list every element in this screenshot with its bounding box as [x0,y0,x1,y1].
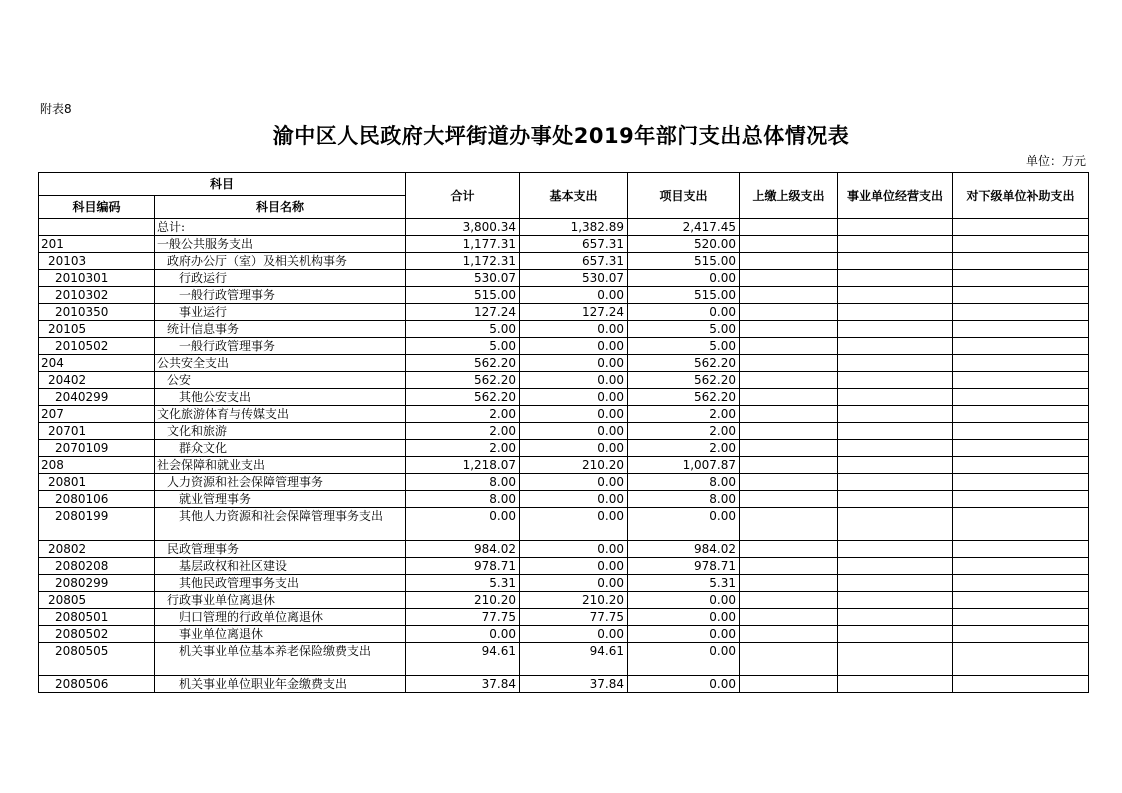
subject-name-cell: 一般行政管理事务 [155,338,406,355]
subject-code-cell: 2080299 [39,575,155,592]
business-cell [838,592,953,609]
business-cell [838,609,953,626]
table-row [39,219,1089,236]
subject-name-cell: 公安 [155,372,406,389]
subject-name-cell: 一般行政管理事务 [155,287,406,304]
subject-code-cell: 2080208 [39,558,155,575]
business-cell [838,287,953,304]
subject-name-cell: 机关事业单位基本养老保险缴费支出 [155,643,406,676]
project-cell: 0.00 [628,676,740,693]
subject-code-cell: 2080106 [39,491,155,508]
business-cell [838,389,953,406]
table-row [39,253,1089,270]
business-cell [838,558,953,575]
project-cell: 1,007.87 [628,457,740,474]
project-cell: 0.00 [628,626,740,643]
subject-name-cell: 其他人力资源和社会保障管理事务支出 [155,508,406,541]
project-cell: 984.02 [628,541,740,558]
project-cell: 2,417.45 [628,219,740,236]
business-cell [838,541,953,558]
subject-code-cell: 2080501 [39,609,155,626]
table-row [39,575,1089,592]
lower-cell [953,491,1089,508]
table-row [39,389,1089,406]
upper-cell [740,253,838,270]
table-row [39,558,1089,575]
subject-name-cell: 政府办公厅（室）及相关机构事务 [155,253,406,270]
business-cell [838,491,953,508]
lower-cell [953,219,1089,236]
table-row [39,609,1089,626]
upper-cell [740,287,838,304]
expenditure-table [38,172,1089,693]
business-cell [838,253,953,270]
business-cell [838,508,953,541]
subject-name-cell: 人力资源和社会保障管理事务 [155,474,406,491]
subject-code-cell: 20802 [39,541,155,558]
subject-code-cell: 2010301 [39,270,155,287]
table-row [39,541,1089,558]
subject-code-cell: 20801 [39,474,155,491]
subject-code-cell: 2080199 [39,508,155,541]
lower-cell [953,321,1089,338]
total-cell: 978.71 [406,558,520,575]
total-cell: 984.02 [406,541,520,558]
business-cell [838,321,953,338]
subject-name-cell: 归口管理的行政单位离退休 [155,609,406,626]
subject-name-cell: 社会保障和就业支出 [155,457,406,474]
upper-cell [740,643,838,676]
subject-code-cell: 208 [39,457,155,474]
lower-cell [953,304,1089,321]
lower-cell [953,457,1089,474]
subject-name-cell: 就业管理事务 [155,491,406,508]
attachment-label: 附表8 [40,102,72,116]
table-row [39,643,1089,676]
business-cell [838,236,953,253]
project-cell: 2.00 [628,423,740,440]
project-cell: 515.00 [628,253,740,270]
total-cell: 0.00 [406,626,520,643]
subject-name-cell: 群众文化 [155,440,406,457]
basic-cell: 0.00 [520,355,628,372]
total-cell: 5.00 [406,321,520,338]
project-cell: 0.00 [628,643,740,676]
header-code: 科目编码 [39,196,155,219]
total-cell: 127.24 [406,304,520,321]
upper-cell [740,541,838,558]
basic-cell: 0.00 [520,626,628,643]
project-cell: 8.00 [628,491,740,508]
table-row [39,592,1089,609]
basic-cell: 657.31 [520,236,628,253]
business-cell [838,219,953,236]
basic-cell: 0.00 [520,575,628,592]
project-cell: 8.00 [628,474,740,491]
subject-name-cell: 事业运行 [155,304,406,321]
total-cell: 562.20 [406,372,520,389]
project-cell: 2.00 [628,440,740,457]
basic-cell: 530.07 [520,270,628,287]
lower-cell [953,270,1089,287]
subject-name-cell: 总计: [155,219,406,236]
basic-cell: 0.00 [520,440,628,457]
table-row [39,304,1089,321]
business-cell [838,338,953,355]
header-business: 事业单位经营支出 [838,173,953,219]
project-cell: 5.00 [628,338,740,355]
upper-cell [740,457,838,474]
basic-cell: 0.00 [520,423,628,440]
basic-cell: 0.00 [520,474,628,491]
project-cell: 5.31 [628,575,740,592]
lower-cell [953,236,1089,253]
lower-cell [953,541,1089,558]
subject-code-cell: 2010350 [39,304,155,321]
project-cell: 0.00 [628,592,740,609]
business-cell [838,406,953,423]
basic-cell: 0.00 [520,321,628,338]
basic-cell: 0.00 [520,508,628,541]
table-row [39,338,1089,355]
header-basic: 基本支出 [520,173,628,219]
upper-cell [740,321,838,338]
header-name: 科目名称 [155,196,406,219]
project-cell: 2.00 [628,406,740,423]
subject-code-cell: 20105 [39,321,155,338]
table-row [39,287,1089,304]
basic-cell: 0.00 [520,491,628,508]
upper-cell [740,389,838,406]
subject-code-cell: 2040299 [39,389,155,406]
basic-cell: 37.84 [520,676,628,693]
total-cell: 5.31 [406,575,520,592]
project-cell: 515.00 [628,287,740,304]
total-cell: 94.61 [406,643,520,676]
basic-cell: 210.20 [520,592,628,609]
subject-code-cell: 2080505 [39,643,155,676]
upper-cell [740,423,838,440]
project-cell: 0.00 [628,304,740,321]
project-cell: 520.00 [628,236,740,253]
header-total: 合计 [406,173,520,219]
project-cell: 562.20 [628,372,740,389]
subject-name-cell: 文化和旅游 [155,423,406,440]
basic-cell: 0.00 [520,406,628,423]
table-row [39,236,1089,253]
header-lower: 对下级单位补助支出 [953,173,1089,219]
table-row [39,423,1089,440]
subject-name-cell: 行政事业单位离退休 [155,592,406,609]
total-cell: 1,218.07 [406,457,520,474]
subject-name-cell: 基层政权和社区建设 [155,558,406,575]
page-title: 渝中区人民政府大坪街道办事处2019年部门支出总体情况表 [272,124,850,148]
total-cell: 0.00 [406,508,520,541]
subject-code-cell: 20103 [39,253,155,270]
upper-cell [740,558,838,575]
total-cell: 2.00 [406,440,520,457]
upper-cell [740,491,838,508]
lower-cell [953,287,1089,304]
table-row [39,626,1089,643]
total-cell: 77.75 [406,609,520,626]
table-row [39,321,1089,338]
subject-code-cell: 20701 [39,423,155,440]
lower-cell [953,440,1089,457]
business-cell [838,643,953,676]
subject-code-cell: 2010502 [39,338,155,355]
total-cell: 5.00 [406,338,520,355]
lower-cell [953,643,1089,676]
lower-cell [953,609,1089,626]
table-row [39,457,1089,474]
total-cell: 515.00 [406,287,520,304]
project-cell: 0.00 [628,609,740,626]
total-cell: 210.20 [406,592,520,609]
upper-cell [740,575,838,592]
basic-cell: 0.00 [520,372,628,389]
subject-name-cell: 文化旅游体育与传媒支出 [155,406,406,423]
business-cell [838,372,953,389]
upper-cell [740,236,838,253]
lower-cell [953,626,1089,643]
subject-name-cell: 行政运行 [155,270,406,287]
header-project: 项目支出 [628,173,740,219]
upper-cell [740,474,838,491]
project-cell: 978.71 [628,558,740,575]
upper-cell [740,372,838,389]
lower-cell [953,508,1089,541]
table-row [39,372,1089,389]
upper-cell [740,304,838,321]
lower-cell [953,338,1089,355]
business-cell [838,575,953,592]
subject-name-cell: 一般公共服务支出 [155,236,406,253]
lower-cell [953,575,1089,592]
subject-name-cell: 公共安全支出 [155,355,406,372]
total-cell: 1,172.31 [406,253,520,270]
upper-cell [740,406,838,423]
upper-cell [740,440,838,457]
business-cell [838,457,953,474]
basic-cell: 210.20 [520,457,628,474]
subject-code-cell: 2070109 [39,440,155,457]
subject-name-cell: 统计信息事务 [155,321,406,338]
upper-cell [740,338,838,355]
business-cell [838,355,953,372]
total-cell: 530.07 [406,270,520,287]
lower-cell [953,355,1089,372]
business-cell [838,676,953,693]
subject-code-cell [39,219,155,236]
table-row [39,508,1089,541]
lower-cell [953,389,1089,406]
table-row [39,406,1089,423]
subject-name-cell: 民政管理事务 [155,541,406,558]
table-row [39,270,1089,287]
project-cell: 5.00 [628,321,740,338]
basic-cell: 0.00 [520,558,628,575]
upper-cell [740,355,838,372]
business-cell [838,626,953,643]
total-cell: 8.00 [406,474,520,491]
subject-name-cell: 机关事业单位职业年金缴费支出 [155,676,406,693]
table-row [39,676,1089,693]
subject-code-cell: 201 [39,236,155,253]
subject-code-cell: 20805 [39,592,155,609]
basic-cell: 127.24 [520,304,628,321]
total-cell: 37.84 [406,676,520,693]
total-cell: 3,800.34 [406,219,520,236]
basic-cell: 0.00 [520,389,628,406]
business-cell [838,270,953,287]
total-cell: 562.20 [406,355,520,372]
total-cell: 8.00 [406,491,520,508]
basic-cell: 0.00 [520,338,628,355]
subject-code-cell: 207 [39,406,155,423]
upper-cell [740,676,838,693]
basic-cell: 1,382.89 [520,219,628,236]
header-upper: 上缴上级支出 [740,173,838,219]
subject-code-cell: 20402 [39,372,155,389]
lower-cell [953,423,1089,440]
subject-code-cell: 2080506 [39,676,155,693]
subject-code-cell: 2010302 [39,287,155,304]
business-cell [838,474,953,491]
subject-name-cell: 其他公安支出 [155,389,406,406]
lower-cell [953,253,1089,270]
upper-cell [740,270,838,287]
lower-cell [953,592,1089,609]
upper-cell [740,219,838,236]
project-cell: 562.20 [628,355,740,372]
subject-code-cell: 2080502 [39,626,155,643]
upper-cell [740,592,838,609]
total-cell: 2.00 [406,423,520,440]
total-cell: 562.20 [406,389,520,406]
subject-name-cell: 事业单位离退休 [155,626,406,643]
table-row [39,440,1089,457]
header-subject: 科目 [39,173,406,196]
subject-name-cell: 其他民政管理事务支出 [155,575,406,592]
project-cell: 0.00 [628,270,740,287]
basic-cell: 0.00 [520,541,628,558]
unit-label: 单位：万元 [1025,154,1086,168]
business-cell [838,304,953,321]
table-body [39,219,1089,693]
project-cell: 562.20 [628,389,740,406]
table-row [39,355,1089,372]
total-cell: 1,177.31 [406,236,520,253]
basic-cell: 77.75 [520,609,628,626]
total-cell: 2.00 [406,406,520,423]
lower-cell [953,474,1089,491]
business-cell [838,423,953,440]
basic-cell: 0.00 [520,287,628,304]
lower-cell [953,676,1089,693]
upper-cell [740,609,838,626]
lower-cell [953,558,1089,575]
lower-cell [953,372,1089,389]
basic-cell: 94.61 [520,643,628,676]
subject-code-cell: 204 [39,355,155,372]
project-cell: 0.00 [628,508,740,541]
basic-cell: 657.31 [520,253,628,270]
table-row [39,474,1089,491]
upper-cell [740,626,838,643]
upper-cell [740,508,838,541]
lower-cell [953,406,1089,423]
business-cell [838,440,953,457]
table-row [39,491,1089,508]
